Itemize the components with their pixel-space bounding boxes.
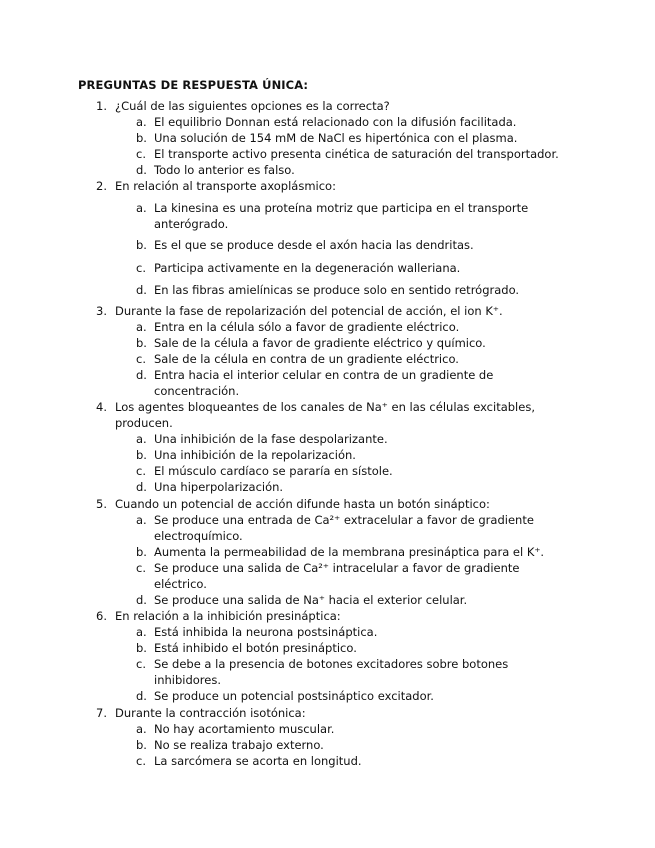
option-letter: b. <box>136 738 147 752</box>
option-letter: b. <box>136 238 147 252</box>
option-text: Se debe a la presencia de botones excitadores sobre botones inhibidores. <box>154 657 509 687</box>
question-text: En relación al transporte axoplásmico: <box>115 179 336 193</box>
option-text: Entra en la célula sólo a favor de gradiente eléctrico. <box>154 320 460 334</box>
option-text: Una solución de 154 mM de NaCl es hipertónica con el plasma. <box>154 131 518 145</box>
option-letter: b. <box>136 448 147 462</box>
question-text: Cuando un potencial de acción difunde hasta un botón sináptico: <box>115 497 490 511</box>
option-letter: d. <box>136 593 147 607</box>
option-letter: a. <box>136 625 147 639</box>
question-text: Los agentes bloqueantes de los canales de Na⁺ en las células excitables, producen. <box>115 400 535 430</box>
option-letter: c. <box>136 464 146 478</box>
option-text: Una inhibición de la repolarización. <box>154 448 356 462</box>
option-text: En las fibras amielínicas se produce solo en sentido retrógrado. <box>154 283 520 297</box>
question-number: 4. <box>96 400 107 414</box>
option-text: El equilibrio Donnan está relacionado con la difusión facilitada. <box>154 115 517 129</box>
option-text: La kinesina es una proteína motriz que participa en el transporte anterógrado. <box>154 201 529 231</box>
option-text: No hay acortamiento muscular. <box>154 722 335 736</box>
option-letter: b. <box>136 641 147 655</box>
option-letter: c. <box>136 754 146 768</box>
option-text: Todo lo anterior es falso. <box>154 163 295 177</box>
question-text: Durante la fase de repolarización del potencial de acción, el ion K⁺. <box>115 304 503 318</box>
question-text: Durante la contracción isotónica: <box>115 706 306 720</box>
option-text: Participa activamente en la degeneración walleriana. <box>154 261 461 275</box>
option-letter: a. <box>136 722 147 736</box>
option-text: Se produce un potencial postsináptico excitador. <box>154 689 434 703</box>
option-letter: a. <box>136 115 147 129</box>
question-number: 3. <box>96 304 107 318</box>
option-text: El transporte activo presenta cinética de saturación del transportador. <box>154 147 559 161</box>
option-letter: d. <box>136 283 147 297</box>
option-letter: d. <box>136 368 147 382</box>
option-text: Se produce una entrada de Ca²⁺ extracelular a favor de gradiente electroquímico. <box>154 513 534 543</box>
option-letter: c. <box>136 352 146 366</box>
option-letter: a. <box>136 513 147 527</box>
option-text: La sarcómera se acorta en longitud. <box>154 754 362 768</box>
question-text: En relación a la inhibición presináptica: <box>115 609 341 623</box>
option-text: Una inhibición de la fase despolarizante. <box>154 432 388 446</box>
question-number: 1. <box>96 99 107 113</box>
question-number: 6. <box>96 609 107 623</box>
option-text: Se produce una salida de Na⁺ hacia el exterior celular. <box>154 593 468 607</box>
option-text: Entra hacia el interior celular en contra de un gradiente de concentración. <box>154 368 494 398</box>
option-text: No se realiza trabajo externo. <box>154 738 324 752</box>
question-number: 7. <box>96 706 107 720</box>
option-letter: b. <box>136 336 147 350</box>
option-text: Está inhibido el botón presináptico. <box>154 641 357 655</box>
question-number: 5. <box>96 497 107 511</box>
option-letter: a. <box>136 320 147 334</box>
option-text: Está inhibida la neurona postsináptica. <box>154 625 378 639</box>
option-letter: c. <box>136 261 146 275</box>
section-heading: PREGUNTAS DE RESPUESTA ÚNICA: <box>78 78 309 92</box>
option-text: Se produce una salida de Ca²⁺ intracelular a favor de gradiente eléctrico. <box>154 561 520 591</box>
option-letter: b. <box>136 545 147 559</box>
option-letter: d. <box>136 689 147 703</box>
option-text: Es el que se produce desde el axón hacia las dendritas. <box>154 238 474 252</box>
option-letter: d. <box>136 163 147 177</box>
option-letter: c. <box>136 561 146 575</box>
option-letter: a. <box>136 201 147 215</box>
option-text: Aumenta la permeabilidad de la membrana presináptica para el K⁺. <box>154 545 545 559</box>
option-letter: a. <box>136 432 147 446</box>
question-text: ¿Cuál de las siguientes opciones es la correcta? <box>115 99 390 113</box>
question-number: 2. <box>96 179 107 193</box>
option-text: Sale de la célula en contra de un gradiente eléctrico. <box>154 352 459 366</box>
option-letter: b. <box>136 131 147 145</box>
option-letter: c. <box>136 657 146 671</box>
option-letter: d. <box>136 480 147 494</box>
option-text: Una hiperpolarización. <box>154 480 284 494</box>
option-text: Sale de la célula a favor de gradiente eléctrico y químico. <box>154 336 486 350</box>
option-text: El músculo cardíaco se pararía en sístole. <box>154 464 393 478</box>
option-letter: c. <box>136 147 146 161</box>
